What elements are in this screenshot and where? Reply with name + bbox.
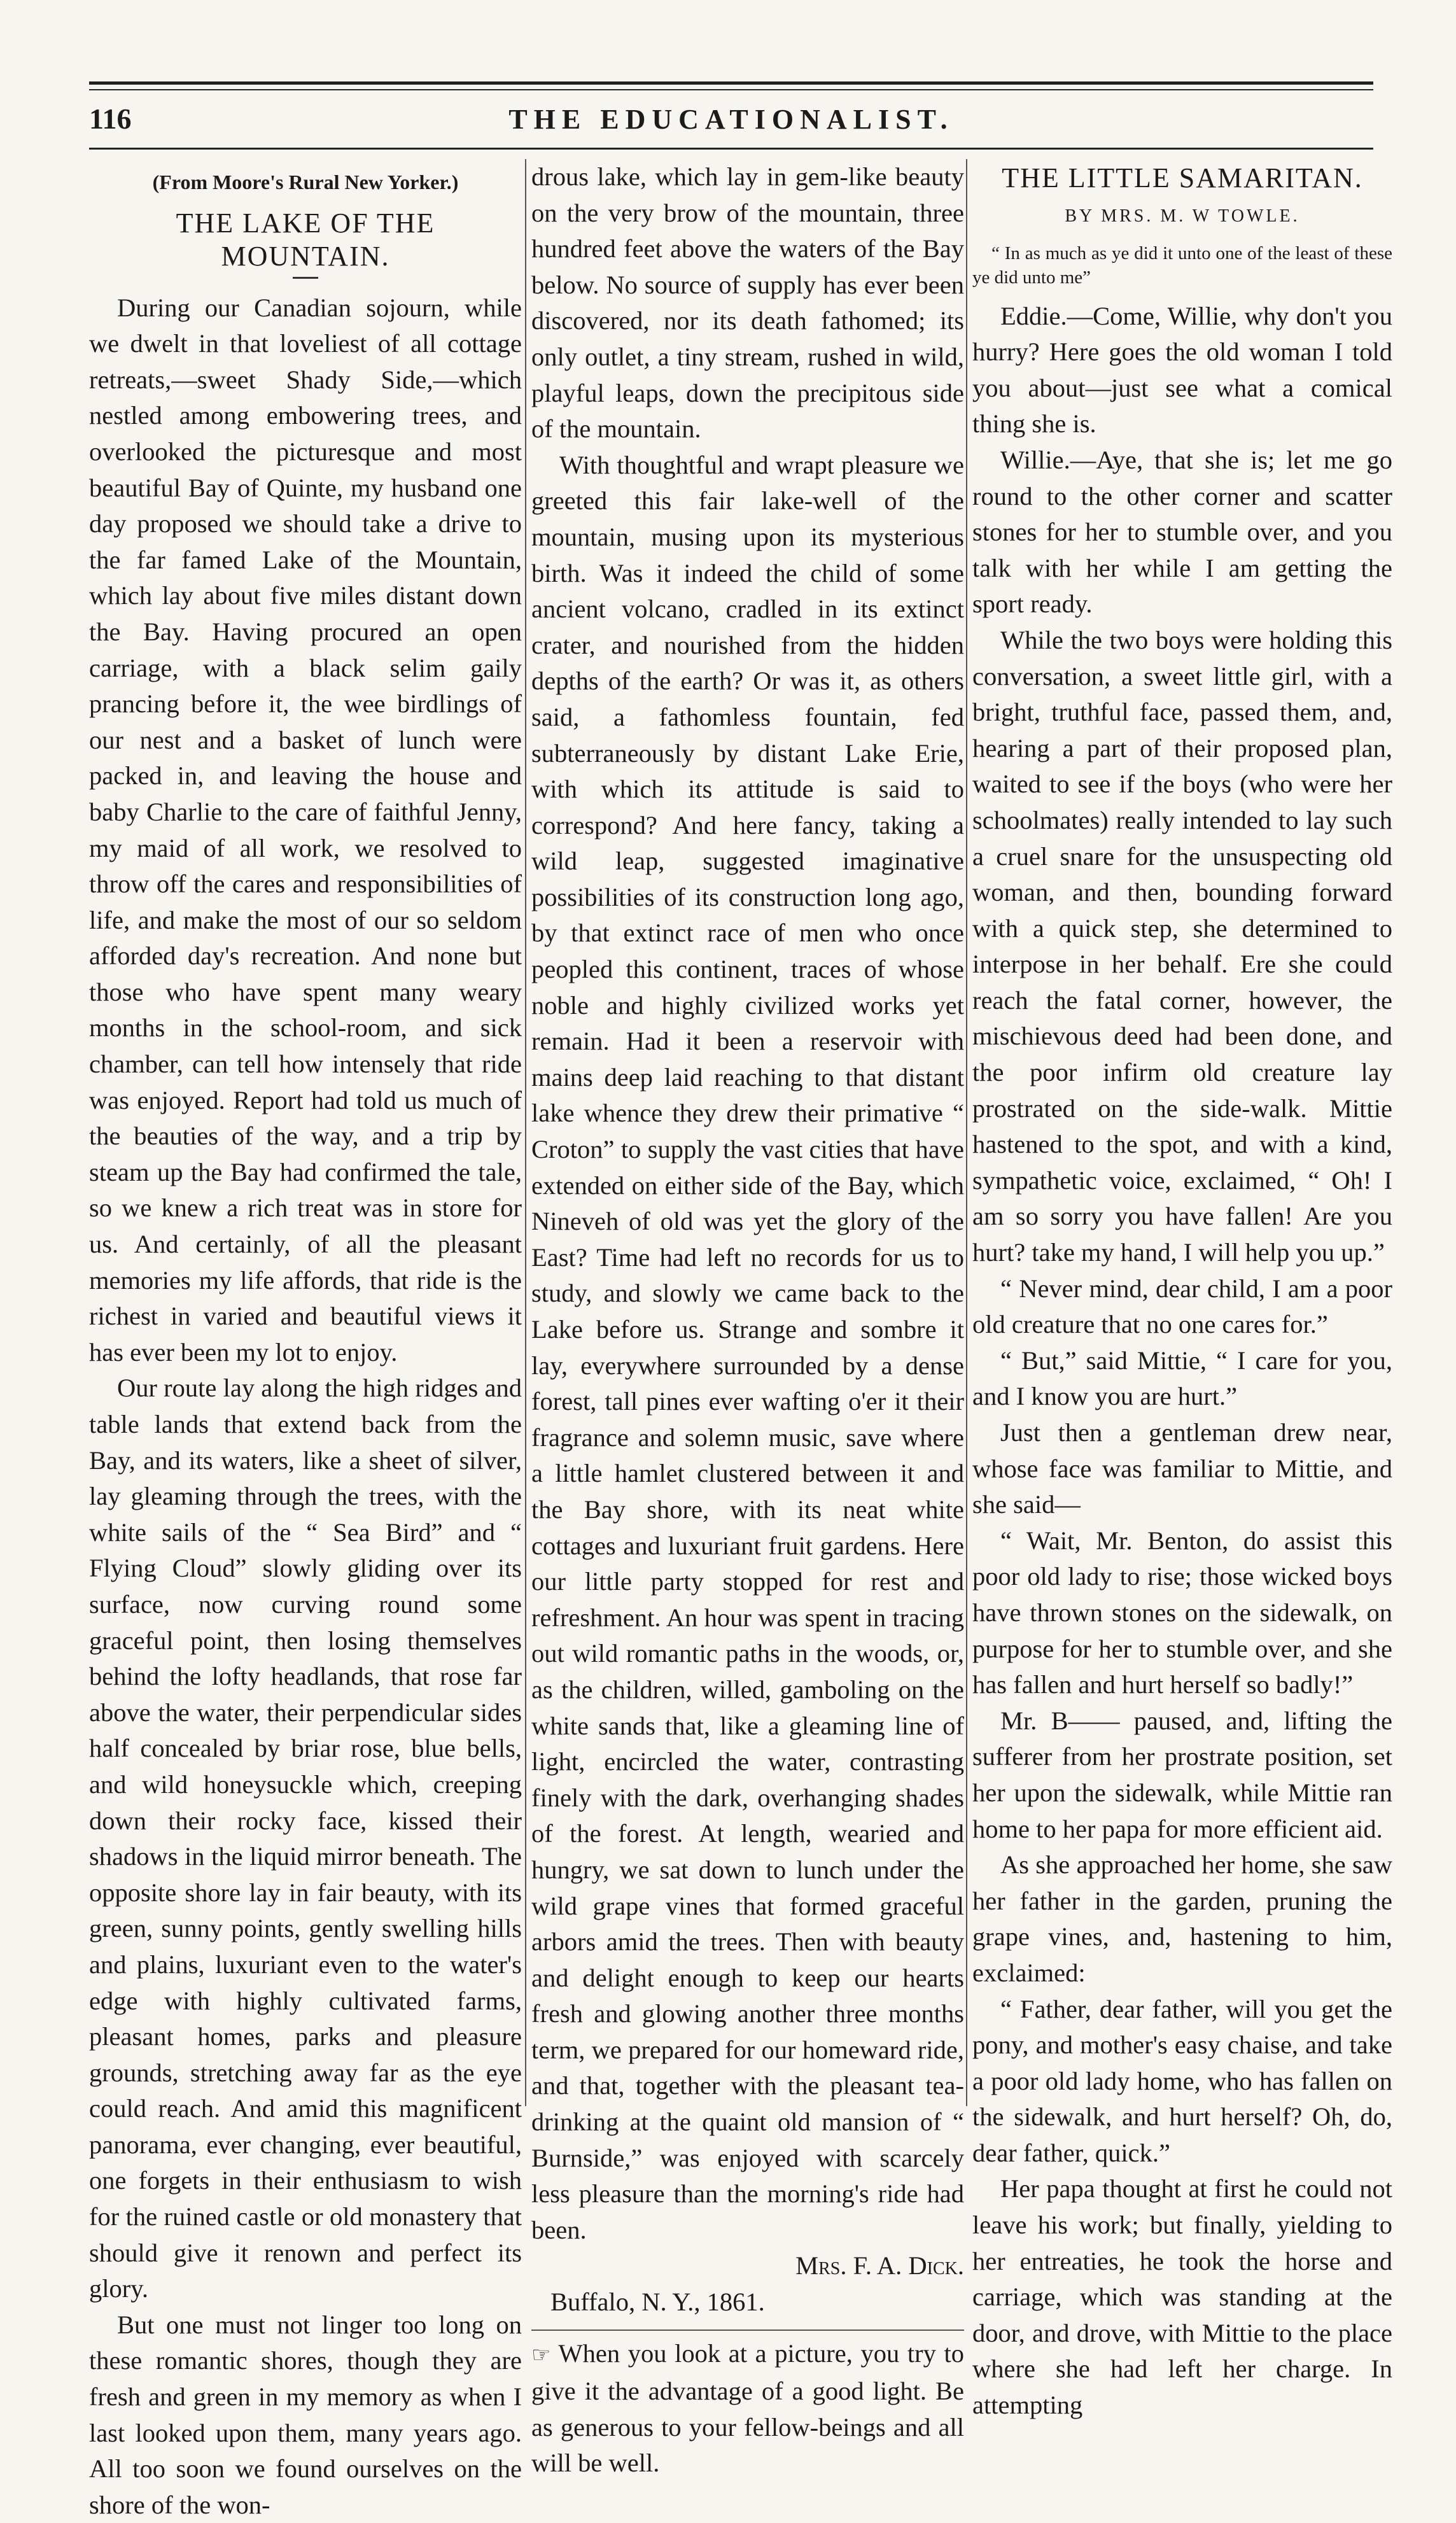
column-1 <box>89 159 522 2523</box>
column-divider <box>966 159 967 2106</box>
article-title: THE LITTLE SAMARITAN. <box>1002 162 1363 193</box>
paragraph: Eddie.—Come, Willie, why don't you hurry? Here goes the old woman I told you about—just see what a comical thing she is. <box>972 301 1392 439</box>
paragraph: Mr. B—— paused, and, lifting the sufferer from her prostrate position, set her upon the sidewalk, while Mittie ran home to her papa for more efficient aid. <box>972 1706 1392 1843</box>
paragraph: Just then a gentleman drew near, whose face was familiar to Mittie, and she said— <box>972 1418 1392 1519</box>
signature-place: Buffalo, N. Y., 1861. <box>550 2288 765 2317</box>
paragraph: drous lake, which lay in gem-like beauty on the very brow of the mountain, three hundred feet above the waters of the Bay below. No source of supply has ever been discovered, nor its death fathomed; its only outlet, a tiny stream, rushed in wild, playful leaps, down the precipitous side of the mountain. <box>531 162 964 444</box>
page-number: 116 <box>89 102 132 135</box>
paragraph: “ Never mind, dear child, I am a poor old creature that no one cares for.” <box>972 1274 1392 1339</box>
paragraph: Her papa thought at first he could not leave his work; but finally, yielding to her entreaties, he took the horse and carriage, which was standing at the door, and drove, with Mittie to the place where she had left her charge. In attempting <box>972 2174 1392 2420</box>
article-source: (From Moore's Rural New Yorker.) <box>152 171 459 193</box>
paragraph: During our Canadian sojourn, while we dwelt in that loveliest of all cottage retreats,—sweet Shady Side,—which nestled among embowering trees, and overlooked the picturesque and most beautiful Bay of Quinte, my husband one day proposed we should take a drive to the far famed Lake of the Mountain, which lay about five miles distant down the Bay. Having procured an open carriage, with a black selim gaily prancing before it, the wee birdlings of our nest and a basket of lunch were packed in, and leaving the house and baby Charlie to the care of faithful Jenny, my maid of all work, we resolved to throw off the cares and responsibilities of life, and make the most of our so seldom afforded day's recreation. And none but those who have spent many weary months in the school-room, and sick chamber, can tell how intensely that ride was enjoyed. Report had told us much of the beauties of the way, and a trip by steam up the Bay had confirmed the tale, so we knew a rich treat was in store for us. And certainly, of all the pleasant memories my life affords, that ride is the richest in varied and beautiful views it has ever been my lot to enjoy. <box>89 293 522 1367</box>
header-rule <box>89 148 1373 150</box>
column-3 <box>972 159 1392 2424</box>
paragraph: With thoughtful and wrapt pleasure we greeted this fair lake-well of the mountain, musing upon its mysterious birth. Was it indeed the child of some ancient volcano, cradled in its extinct crater, and nourished from the hidden depths of the earth? Or was it, as others said, a fathomless fountain, fed subterraneously by distant Lake Erie, with which its attitude is said to correspond? And here fancy, taking a wild leap, suggested imaginative possibilities of its construction long ago, by that extinct race of men who once peopled this continent, traces of whose noble and highly civilized works yet remain. Had it been a reservoir with mains deep laid reaching to that distant lake whence they drew their primative “ Croton” to supply the vast cities that have extended on either side of the Bay, which Nineveh of old was yet the glory of the East? Time had left no records for us to study, and slowly we came back to the Lake before us. Strange and sombre it lay, everywhere surrounded by a dense forest, tall pines ever wafting o'er it their fragrance and solemn music, save where a little hamlet clustered between it and the Bay shore, with its neat white cottages and luxuriant fruit gardens. Here our little party stopped for rest and refreshment. An hour was spent in tracing out wild romantic paths in the woods, or, as the children, willed, gamboling on the white sands that, like a gleaming line of light, encircled the water, contrasting finely with the dark, overhanging shades of the forest. At length, wearied and hungry, we sat down to lunch under the wild grape vines that formed graceful arbors amid the trees. Then with beauty and delight enough to keep our hearts fresh and glowing another three months term, we prepared for our homeward ride, and that, together with the pleasant tea-drinking at the quaint old mansion of “ Burnside,” was enjoyed with scarcely less pleasure than the morning's ride had been. <box>531 450 964 2244</box>
paragraph: Our route lay along the high ridges and table lands that extend back from the Bay, and its waters, like a sheet of silver, lay gleaming through the trees, with the white sails of the “ Sea Bird” and “ Flying Cloud” slowly gliding over its surface, now curving round some graceful point, then losing themselves behind the lofty headlands, that rose far above the water, their perpendicular sides half concealed by briar rose, blue bells, and wild honeysuckle which, creeping down their rocky face, kissed their shadows in the liquid mirror beneath. The opposite shore lay in fair beauty, with its green, sunny points, gently swelling hills and plains, luxuriant even to the water's edge with highly cultivated farms, pleasant homes, parks and pleasure grounds, stretching away far as the eye could reach. And amid this magnificent panorama, ever changing, ever beautiful, one forgets in their enthusiasm to wish for the ruined castle or old monastery that should give it renown and perfect its glory. <box>89 1374 522 2303</box>
paragraph: As she approached her home, she saw her father in the garden, pruning the grape vines, and, hastening to him, exclaimed: <box>972 1850 1392 1987</box>
top-rule <box>89 81 1373 85</box>
paragraph: “ Father, dear father, will you get the pony, and mother's easy chaise, and take a poor old lady home, who has fallen on the sidewalk, and hurt herself? Oh, do, dear father, quick.” <box>972 1994 1392 2167</box>
pointing-hand-icon: ☞ <box>531 2343 551 2367</box>
top-rule-thin <box>89 89 1373 90</box>
article-title: THE LAKE OF THE MOUNTAIN. <box>176 207 435 272</box>
byline: BY MRS. M. W TOWLE. <box>1065 206 1300 226</box>
paragraph: But one must not linger too long on these romantic shores, though they are fresh and green in my memory as when I last looked upon them, many years ago. All too soon we found ourselves on the shore of the won- <box>89 2310 522 2519</box>
paragraph: While the two boys were holding this conversation, a sweet little girl, with a bright, truthful face, passed them, and, hearing a part of their proposed plan, waited to see if the boys (who were her schoolmates) really intended to lay such a cruel snare for the unsuspecting old woman, and then, bounding forward with a quick step, she determined to interpose in her behalf. Ere she could reach the fatal corner, however, the mischievous deed had been done, and the poor infirm old creature lay prostrated on the side-walk. Mittie hastened to the spot, and with a kind, sympathetic voice, exclaimed, “ Oh! I am so sorry you have fallen! Are you hurt? take my hand, I will help you up.” <box>972 625 1392 1267</box>
column-2 <box>531 159 964 2482</box>
paragraph: Willie.—Aye, that she is; let me go round to the other corner and scatter stones for her to stumble over, and you talk with her while I am getting the sport ready. <box>972 445 1392 619</box>
filler-note <box>531 2330 964 2482</box>
column-divider <box>525 159 526 2106</box>
title-dash <box>293 277 318 279</box>
author-signature <box>531 2248 964 2284</box>
epigraph: “ In as much as ye did it unto one of the least of these ye did unto me” <box>972 242 1392 288</box>
note-text: When you look at a picture, you try to give it the advantage of a good light. Be as generous to your fellow-beings and all will be well. <box>531 2338 964 2478</box>
running-title: THE EDUCATIONALIST. <box>508 104 954 135</box>
paragraph: “ But,” said Mittie, “ I care for you, and I know you are hurt.” <box>972 1346 1392 1411</box>
signature-name: Mrs. F. A. Dick. <box>795 2251 964 2281</box>
page-header <box>89 102 1373 140</box>
paragraph: “ Wait, Mr. Benton, do assist this poor old lady to rise; those wicked boys have thrown stones on the sidewalk, on purpose for her to stumble over, and she has fallen and hurt herself so badly!” <box>972 1526 1392 1699</box>
